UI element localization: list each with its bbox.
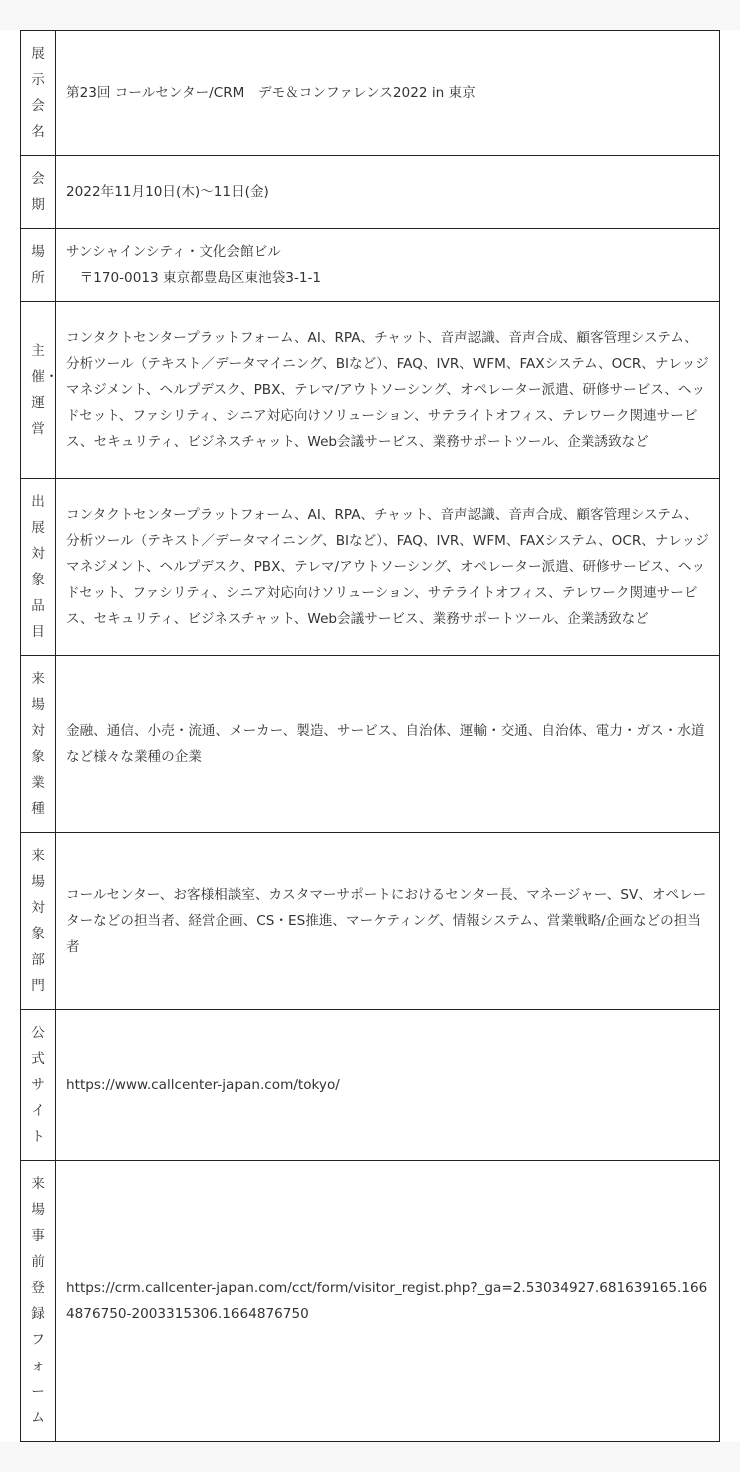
table-row-official-site (21, 1010, 720, 1161)
table-row-registration-form (21, 1161, 720, 1442)
visitor-industries-value: 金融、通信、小売・流通、メーカー、製造、サービス、自治体、運輸・交通、自治体、電力・ガス・水道など様々な業種の企業 (56, 656, 720, 833)
table-row-visitor-industries (21, 656, 720, 833)
table-row-visitor-departments (21, 833, 720, 1010)
exhibition-name-value: 第23回 コールセンター/CRM デモ＆コンファレンス2022 in 東京 (56, 31, 720, 156)
row-label: 来場対象業種 (21, 656, 56, 833)
table-row-dates (21, 156, 720, 229)
event-info-table (20, 30, 720, 1442)
row-label: 会期 (21, 156, 56, 229)
bottom-margin (0, 1442, 740, 1472)
exhibit-items-value: コンタクトセンタープラットフォーム、AI、RPA、チャット、音声認識、音声合成、顧客管理システム、分析ツール（テキスト／データマイニング、BIなど）、FAQ、IVR、WFM、FAXシステム、OCR、ナレッジマネジメント、ヘルプデスク、PBX、テレマ/アウトソーシング、オペレーター派遣、研修サービス、ヘッドセット、ファシリティ、シニア対応向けソリューション、サテライトオフィス、テレワーク関連サービス、セキュリティ、ビジネスチャット、Web会議サービス、業務サポートツール、企業誘致など (56, 479, 720, 656)
row-label: 主催・運営 (21, 302, 56, 479)
row-label: 展示会名 (21, 31, 56, 156)
row-label: 場所 (21, 229, 56, 302)
venue-name: サンシャインシティ・文化会館ビル (66, 244, 281, 260)
table-row-exhibit-items (21, 479, 720, 656)
row-label: 来場事前登録フォーム (21, 1161, 56, 1442)
visitor-departments-value: コールセンター、お客様相談室、カスタマーサポートにおけるセンター長、マネージャー、SV、オペレーターなどの担当者、経営企画、CS・ES推進、マーケティング、情報システム、営業戦略/企画などの担当者 (56, 833, 720, 1010)
top-margin (0, 0, 740, 30)
table-row-venue (21, 229, 720, 302)
row-label: 出展対象品目 (21, 479, 56, 656)
venue-value (56, 229, 720, 302)
table-row-organizer (21, 302, 720, 479)
dates-value: 2022年11月10日(木)〜11日(金) (56, 156, 720, 229)
venue-address: 〒170-0013 東京都豊島区東池袋3-1-1 (66, 270, 322, 286)
row-label: 来場対象部門 (21, 833, 56, 1010)
table-row-exhibition-name (21, 31, 720, 156)
organizer-value: コンタクトセンタープラットフォーム、AI、RPA、チャット、音声認識、音声合成、顧客管理システム、分析ツール（テキスト／データマイニング、BIなど）、FAQ、IVR、WFM、FAXシステム、OCR、ナレッジマネジメント、ヘルプデスク、PBX、テレマ/アウトソーシング、オペレーター派遣、研修サービス、ヘッドセット、ファシリティ、シニア対応向けソリューション、サテライトオフィス、テレワーク関連サービス、セキュリティ、ビジネスチャット、Web会議サービス、業務サポートツール、企業誘致など (56, 302, 720, 479)
registration-form-link[interactable]: https://crm.callcenter-japan.com/cct/form/visitor_regist.php?_ga=2.53034927.681639165.1664876750-2003315306.1664876750 (56, 1161, 720, 1442)
row-label: 公式サイト (21, 1010, 56, 1161)
official-site-link[interactable]: https://www.callcenter-japan.com/tokyo/ (56, 1010, 720, 1161)
